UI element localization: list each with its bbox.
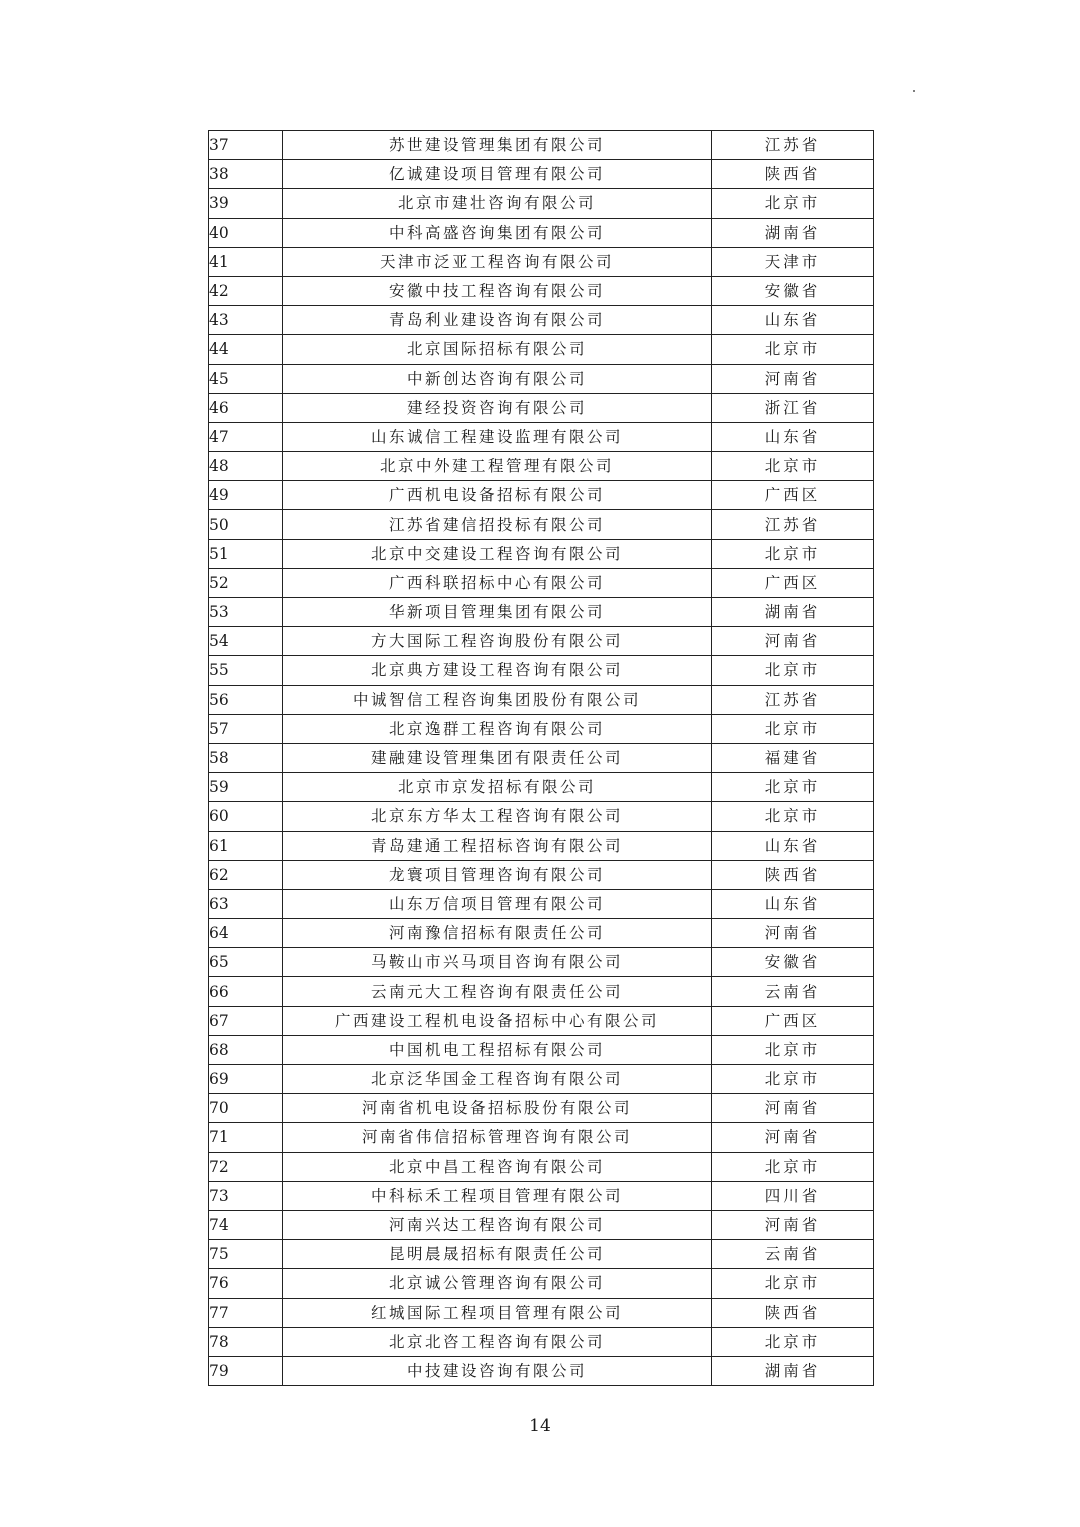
company-name: 安徽中技工程咨询有限公司 [283,276,712,305]
row-number: 38 [209,160,283,189]
table-row [209,160,874,189]
company-name: 江苏省建信招投标有限公司 [283,510,712,539]
table-row [209,393,874,422]
table-row [209,422,874,451]
company-name: 云南元大工程咨询有限责任公司 [283,977,712,1006]
region-name: 江苏省 [712,685,874,714]
row-number: 43 [209,306,283,335]
company-name: 建经投资咨询有限公司 [283,393,712,422]
row-number: 71 [209,1123,283,1152]
table-row [209,1094,874,1123]
table-row [209,1006,874,1035]
row-number: 74 [209,1210,283,1239]
table-row [209,743,874,772]
table-row [209,539,874,568]
region-name: 河南省 [712,1210,874,1239]
company-name: 河南省机电设备招标股份有限公司 [283,1094,712,1123]
company-name: 马鞍山市兴马项目咨询有限公司 [283,948,712,977]
table-row [209,364,874,393]
row-number: 73 [209,1181,283,1210]
table-row [209,276,874,305]
table-row [209,306,874,335]
row-number: 50 [209,510,283,539]
region-name: 河南省 [712,1094,874,1123]
company-name: 北京东方华太工程咨询有限公司 [283,802,712,831]
table-row [209,889,874,918]
region-name: 北京市 [712,714,874,743]
table-row [209,977,874,1006]
row-number: 59 [209,773,283,802]
company-name: 广西建设工程机电设备招标中心有限公司 [283,1006,712,1035]
region-name: 四川省 [712,1181,874,1210]
region-name: 山东省 [712,889,874,918]
company-name: 昆明晨晟招标有限责任公司 [283,1240,712,1269]
table-row [209,598,874,627]
region-name: 湖南省 [712,218,874,247]
row-number: 79 [209,1356,283,1385]
row-number: 66 [209,977,283,1006]
region-name: 福建省 [712,743,874,772]
row-number: 54 [209,627,283,656]
region-name: 山东省 [712,831,874,860]
company-name: 广西机电设备招标有限公司 [283,481,712,510]
company-name: 北京北咨工程咨询有限公司 [283,1327,712,1356]
company-table [208,130,874,1386]
row-number: 72 [209,1152,283,1181]
company-name: 北京诚公管理咨询有限公司 [283,1269,712,1298]
region-name: 北京市 [712,1327,874,1356]
company-name: 龙寰项目管理咨询有限公司 [283,860,712,889]
company-name: 中科高盛咨询集团有限公司 [283,218,712,247]
row-number: 49 [209,481,283,510]
company-name: 中科标禾工程项目管理有限公司 [283,1181,712,1210]
table-row [209,1035,874,1064]
table-row [209,1181,874,1210]
company-name: 华新项目管理集团有限公司 [283,598,712,627]
table-row [209,1152,874,1181]
table-row [209,948,874,977]
table-row [209,860,874,889]
table-row [209,831,874,860]
region-name: 北京市 [712,1269,874,1298]
company-name: 北京中交建设工程咨询有限公司 [283,539,712,568]
region-name: 河南省 [712,1123,874,1152]
table-row [209,627,874,656]
row-number: 65 [209,948,283,977]
row-number: 55 [209,656,283,685]
row-number: 67 [209,1006,283,1035]
region-name: 山东省 [712,306,874,335]
table-row [209,1327,874,1356]
region-name: 陕西省 [712,860,874,889]
region-name: 北京市 [712,802,874,831]
region-name: 广西区 [712,481,874,510]
company-table-body [209,131,874,1386]
table-row [209,919,874,948]
row-number: 70 [209,1094,283,1123]
company-name: 青岛建通工程招标咨询有限公司 [283,831,712,860]
company-name: 北京中外建工程管理有限公司 [283,452,712,481]
company-name: 广西科联招标中心有限公司 [283,568,712,597]
table-row [209,452,874,481]
row-number: 69 [209,1065,283,1094]
region-name: 江苏省 [712,510,874,539]
region-name: 陕西省 [712,160,874,189]
table-row [209,1123,874,1152]
region-name: 山东省 [712,422,874,451]
row-number: 78 [209,1327,283,1356]
region-name: 北京市 [712,1065,874,1094]
region-name: 广西区 [712,568,874,597]
company-name: 北京国际招标有限公司 [283,335,712,364]
region-name: 北京市 [712,656,874,685]
table-row [209,218,874,247]
company-name: 北京中昌工程咨询有限公司 [283,1152,712,1181]
region-name: 北京市 [712,452,874,481]
row-number: 48 [209,452,283,481]
row-number: 41 [209,247,283,276]
row-number: 40 [209,218,283,247]
region-name: 浙江省 [712,393,874,422]
row-number: 75 [209,1240,283,1269]
table-row [209,802,874,831]
table-row [209,1269,874,1298]
region-name: 北京市 [712,539,874,568]
region-name: 北京市 [712,773,874,802]
company-name: 北京市建壮咨询有限公司 [283,189,712,218]
region-name: 天津市 [712,247,874,276]
company-name: 河南兴达工程咨询有限公司 [283,1210,712,1239]
table-row [209,131,874,160]
region-name: 云南省 [712,1240,874,1269]
region-name: 北京市 [712,1035,874,1064]
row-number: 47 [209,422,283,451]
table-row [209,510,874,539]
company-name: 河南省伟信招标管理咨询有限公司 [283,1123,712,1152]
table-row [209,247,874,276]
region-name: 江苏省 [712,131,874,160]
company-name: 建融建设管理集团有限责任公司 [283,743,712,772]
row-number: 64 [209,919,283,948]
row-number: 45 [209,364,283,393]
row-number: 37 [209,131,283,160]
region-name: 北京市 [712,189,874,218]
company-name: 河南豫信招标有限责任公司 [283,919,712,948]
company-name: 天津市泛亚工程咨询有限公司 [283,247,712,276]
table-row [209,189,874,218]
region-name: 广西区 [712,1006,874,1035]
page-number: 14 [529,1416,551,1436]
region-name: 安徽省 [712,276,874,305]
company-name: 红城国际工程项目管理有限公司 [283,1298,712,1327]
company-name: 方大国际工程咨询股份有限公司 [283,627,712,656]
row-number: 61 [209,831,283,860]
row-number: 68 [209,1035,283,1064]
table-row [209,714,874,743]
scan-dot [913,90,915,92]
row-number: 56 [209,685,283,714]
row-number: 51 [209,539,283,568]
row-number: 44 [209,335,283,364]
company-name: 北京典方建设工程咨询有限公司 [283,656,712,685]
table-row [209,1298,874,1327]
company-name: 青岛利业建设咨询有限公司 [283,306,712,335]
row-number: 60 [209,802,283,831]
table-row [209,1240,874,1269]
table-row [209,656,874,685]
table-row [209,568,874,597]
region-name: 陕西省 [712,1298,874,1327]
row-number: 62 [209,860,283,889]
table-row [209,773,874,802]
company-name: 山东万信项目管理有限公司 [283,889,712,918]
region-name: 北京市 [712,335,874,364]
company-name: 中诚智信工程咨询集团股份有限公司 [283,685,712,714]
region-name: 云南省 [712,977,874,1006]
row-number: 76 [209,1269,283,1298]
region-name: 湖南省 [712,598,874,627]
company-name: 北京泛华国金工程咨询有限公司 [283,1065,712,1094]
row-number: 39 [209,189,283,218]
row-number: 63 [209,889,283,918]
row-number: 77 [209,1298,283,1327]
region-name: 安徽省 [712,948,874,977]
table-row [209,335,874,364]
row-number: 52 [209,568,283,597]
row-number: 42 [209,276,283,305]
table-row [209,1356,874,1385]
region-name: 河南省 [712,627,874,656]
company-name: 苏世建设管理集团有限公司 [283,131,712,160]
table-row [209,1210,874,1239]
row-number: 46 [209,393,283,422]
row-number: 53 [209,598,283,627]
company-name: 中新创达咨询有限公司 [283,364,712,393]
company-name: 亿诚建设项目管理有限公司 [283,160,712,189]
table-row [209,481,874,510]
company-name: 山东诚信工程建设监理有限公司 [283,422,712,451]
company-name: 中国机电工程招标有限公司 [283,1035,712,1064]
table-row [209,685,874,714]
table-row [209,1065,874,1094]
row-number: 58 [209,743,283,772]
region-name: 北京市 [712,1152,874,1181]
region-name: 河南省 [712,364,874,393]
region-name: 河南省 [712,919,874,948]
company-name: 北京市京发招标有限公司 [283,773,712,802]
company-name: 中技建设咨询有限公司 [283,1356,712,1385]
row-number: 57 [209,714,283,743]
company-name: 北京逸群工程咨询有限公司 [283,714,712,743]
region-name: 湖南省 [712,1356,874,1385]
